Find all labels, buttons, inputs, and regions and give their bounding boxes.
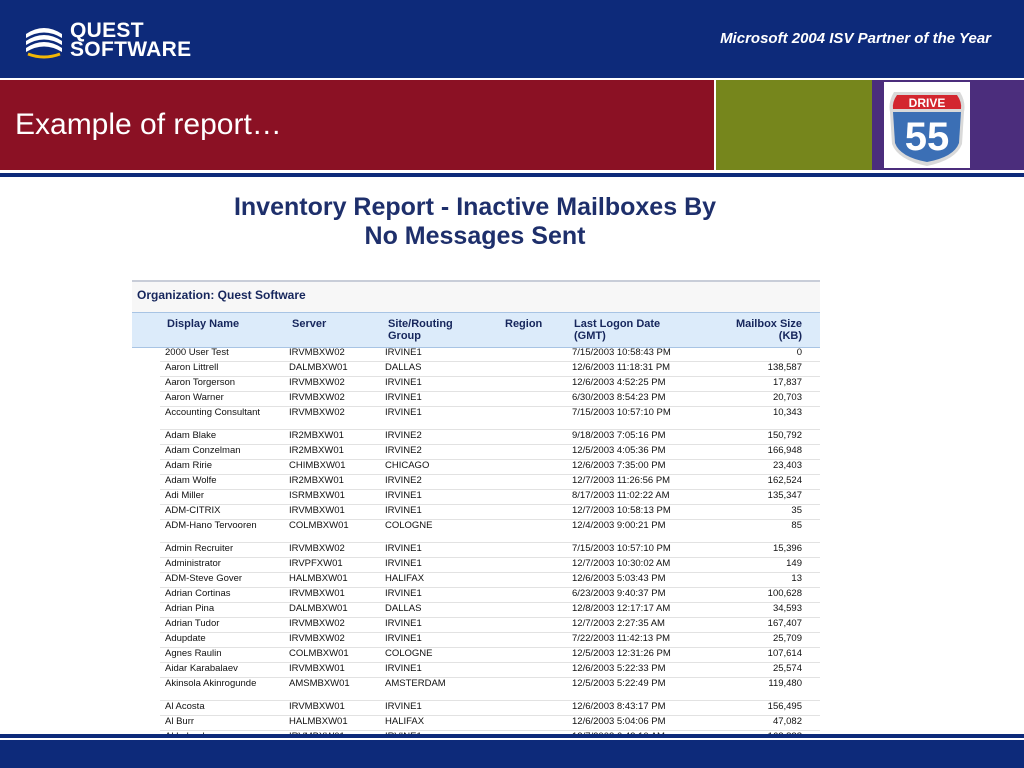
cell-last-logon: 12/6/2003 7:35:00 PM — [572, 460, 666, 471]
header-band — [0, 0, 1024, 78]
cell-site: HALIFAX — [385, 716, 425, 727]
cell-site: IRVINE1 — [385, 347, 422, 358]
cell-last-logon: 12/6/2003 4:52:25 PM — [572, 377, 666, 388]
cell-display-name: Adupdate — [165, 633, 206, 644]
cell-last-logon: 12/6/2003 5:03:43 PM — [572, 573, 666, 584]
col-display-name: Display Name — [167, 318, 240, 330]
cell-mailbox-size: 138,587 — [767, 362, 802, 373]
cell-mailbox-size: 167,407 — [767, 618, 802, 629]
table-row — [160, 407, 820, 430]
cell-server: IR2MBXW01 — [289, 475, 344, 486]
cell-display-name: Adam Ririe — [165, 460, 212, 471]
cell-server: IR2MBXW01 — [289, 430, 344, 441]
cell-last-logon: 12/7/2003 10:30:02 AM — [572, 558, 671, 569]
cell-mailbox-size: 100,628 — [767, 588, 802, 599]
cell-display-name: Adrian Cortinas — [165, 588, 231, 599]
table-row — [160, 505, 820, 520]
table-row — [160, 362, 820, 377]
cell-display-name: Al Acosta — [165, 701, 205, 712]
cell-server: IRVMBXW02 — [289, 392, 345, 403]
cell-mailbox-size: 119,480 — [768, 678, 802, 689]
cell-last-logon: 12/5/2003 5:22:49 PM — [572, 678, 666, 689]
cell-mailbox-size: 25,574 — [772, 663, 802, 674]
cell-mailbox-size: 149 — [786, 558, 802, 569]
table-row — [160, 701, 820, 716]
cell-mailbox-size: 35 — [791, 505, 802, 516]
cell-mailbox-size: 25,709 — [772, 633, 802, 644]
footer-divider — [0, 738, 1024, 740]
cell-display-name: Agnes Raulin — [165, 648, 222, 659]
cell-mailbox-size: 0 — [796, 347, 802, 358]
cell-site: IRVINE2 — [385, 430, 422, 441]
cell-display-name: Aidar Karabalaev — [165, 663, 238, 674]
cell-site: COLOGNE — [385, 648, 433, 659]
cell-server: IRVMBXW02 — [289, 377, 345, 388]
cell-server: COLMBXW01 — [289, 648, 349, 659]
slide-title: Example of report… — [15, 108, 282, 141]
organization-label: Organization: Quest Software — [137, 288, 306, 302]
cell-mailbox-size: 20,703 — [772, 392, 802, 403]
cell-display-name: Adam Blake — [165, 430, 217, 441]
cell-display-name: ADM-Hano Tervooren — [165, 520, 257, 531]
cell-last-logon: 12/6/2003 11:18:31 PM — [572, 362, 671, 373]
logo-line-quest: QUEST — [70, 19, 144, 42]
table-row — [160, 588, 820, 603]
table-row — [160, 603, 820, 618]
col-last-logon — [574, 318, 660, 342]
cell-server: IRVMBXW02 — [289, 347, 345, 358]
table-row — [160, 430, 820, 445]
cell-site: IRVINE1 — [385, 505, 422, 516]
cell-display-name: Administrator — [165, 558, 221, 569]
table-row — [160, 392, 820, 407]
cell-server: IRVMBXW02 — [289, 618, 345, 629]
cell-last-logon: 12/5/2003 4:05:36 PM — [572, 445, 666, 456]
cell-display-name: Aaron Littrell — [165, 362, 219, 373]
cell-last-logon: 12/5/2003 12:31:26 PM — [572, 648, 671, 659]
cell-last-logon: 12/6/2003 8:43:17 PM — [572, 701, 666, 712]
cell-mailbox-size: 15,396 — [772, 543, 802, 554]
cell-last-logon: 8/17/2003 11:02:22 AM — [572, 490, 670, 501]
cell-server: HALMBXW01 — [289, 716, 348, 727]
cell-server: IRVMBXW02 — [289, 543, 345, 554]
cell-site: IRVINE1 — [385, 543, 422, 554]
cell-site: DALLAS — [385, 603, 422, 614]
drive-55-badge — [884, 82, 970, 168]
cell-server: IRVMBXW01 — [289, 505, 345, 516]
badge-number-text: 55 — [904, 115, 950, 159]
col-size-line2: (KB) — [778, 330, 802, 342]
cell-last-logon: 9/18/2003 7:05:16 PM — [572, 430, 666, 441]
report-heading-line2: No Messages Sent — [364, 222, 586, 250]
cell-last-logon: 7/22/2003 11:42:13 PM — [572, 633, 671, 644]
table-row — [160, 543, 820, 558]
col-region: Region — [505, 318, 543, 330]
col-site — [388, 318, 453, 342]
cell-mailbox-size: 85 — [791, 520, 802, 531]
cell-display-name: Admin Recruiter — [165, 543, 234, 554]
cell-site: IRVINE1 — [385, 392, 422, 403]
cell-server: HALMBXW01 — [289, 573, 348, 584]
cell-site: COLOGNE — [385, 520, 433, 531]
cell-display-name: Accounting Consultant — [165, 407, 261, 418]
cell-display-name: Al Burr — [165, 716, 195, 727]
cell-display-name: Aaron Torgerson — [165, 377, 236, 388]
cell-mailbox-size: 23,403 — [772, 460, 802, 471]
organization-bar — [132, 280, 820, 314]
cell-site: IRVINE2 — [385, 445, 422, 456]
blue-rule — [0, 173, 1024, 177]
cell-last-logon: 12/7/2003 10:58:13 PM — [572, 505, 671, 516]
cell-mailbox-size: 17,837 — [772, 377, 802, 388]
cell-site: IRVINE1 — [385, 490, 422, 501]
col-logon-line2: (GMT) — [574, 330, 606, 342]
cell-last-logon: 7/15/2003 10:58:43 PM — [572, 347, 671, 358]
table-row — [160, 558, 820, 573]
cell-site: IRVINE2 — [385, 475, 422, 486]
table-row — [160, 678, 820, 701]
cell-server: IRVMBXW02 — [289, 633, 345, 644]
cell-last-logon: 12/4/2003 9:00:21 PM — [572, 520, 666, 531]
table-row — [160, 347, 820, 362]
cell-mailbox-size: 13 — [791, 573, 802, 584]
cell-site: IRVINE1 — [385, 377, 422, 388]
cell-server: IRVMBXW01 — [289, 663, 345, 674]
cell-display-name: Adrian Tudor — [165, 618, 220, 629]
report-heading-line1: Inventory Report - Inactive Mailboxes By — [233, 193, 717, 221]
cell-mailbox-size: 47,082 — [772, 716, 802, 727]
cell-last-logon: 12/6/2003 5:22:33 PM — [572, 663, 666, 674]
cell-display-name: Aaron Warner — [165, 392, 224, 403]
table-row — [160, 460, 820, 475]
cell-display-name: Adam Wolfe — [165, 475, 217, 486]
col-site-line1: Site/Routing — [388, 318, 453, 330]
table-row — [160, 377, 820, 392]
table-row — [160, 490, 820, 505]
table-row — [160, 618, 820, 633]
logo-line-software: SOFTWARE — [70, 38, 192, 61]
quest-logo-icon — [22, 20, 66, 60]
cell-mailbox-size: 10,343 — [772, 407, 802, 418]
table-row — [160, 475, 820, 490]
cell-mailbox-size: 107,614 — [767, 648, 802, 659]
cell-mailbox-size: 34,593 — [772, 603, 802, 614]
cell-display-name: Adi Miller — [165, 490, 205, 501]
col-site-line2: Group — [388, 330, 421, 342]
table-row — [160, 520, 820, 543]
cell-display-name: Adrian Pina — [165, 603, 215, 614]
table-header — [132, 312, 820, 348]
col-logon-line1: Last Logon Date — [574, 318, 661, 330]
cell-last-logon: 12/6/2003 5:04:06 PM — [572, 716, 666, 727]
cell-display-name: 2000 User Test — [165, 347, 229, 358]
cell-site: IRVINE1 — [385, 663, 422, 674]
quest-software-logo — [22, 20, 191, 60]
table-row — [160, 648, 820, 663]
cell-server: CHIMBXW01 — [289, 460, 346, 471]
partner-tagline: Microsoft 2004 ISV Partner of the Year — [720, 30, 991, 47]
table-row — [160, 573, 820, 588]
cell-server: IRVMBXW02 — [289, 407, 345, 418]
cell-site: HALIFAX — [385, 573, 425, 584]
olive-accent-block — [714, 80, 874, 170]
cell-mailbox-size: 156,495 — [767, 701, 802, 712]
table-row — [160, 663, 820, 678]
table-row — [160, 633, 820, 648]
table-rows — [160, 347, 820, 746]
table-row — [160, 716, 820, 731]
table-row — [160, 445, 820, 460]
cell-server: IRVPFXW01 — [289, 558, 343, 569]
cell-site: CHICAGO — [385, 460, 430, 471]
col-mailbox-size — [736, 318, 802, 342]
cell-last-logon: 6/23/2003 9:40:37 PM — [572, 588, 666, 599]
cell-last-logon: 12/8/2003 12:17:17 AM — [572, 603, 671, 614]
cell-last-logon: 7/15/2003 10:57:10 PM — [572, 543, 671, 554]
cell-site: IRVINE1 — [385, 618, 422, 629]
cell-display-name: Akinsola Akinrogunde — [165, 678, 257, 689]
report-heading — [130, 193, 820, 251]
cell-site: AMSTERDAM — [385, 678, 446, 689]
cell-mailbox-size: 150,792 — [767, 430, 802, 441]
cell-server: AMSMBXW01 — [289, 678, 350, 689]
col-server: Server — [292, 318, 327, 330]
cell-server: ISRMBXW01 — [289, 490, 345, 501]
cell-server: IRVMBXW01 — [289, 701, 345, 712]
cell-display-name: ADM-Steve Gover — [165, 573, 243, 584]
table-body — [132, 347, 822, 725]
cell-last-logon: 12/7/2003 2:27:35 AM — [572, 618, 665, 629]
cell-mailbox-size: 135,347 — [767, 490, 802, 501]
badge-top-text: DRIVE — [908, 96, 946, 110]
cell-mailbox-size: 166,948 — [767, 445, 802, 456]
cell-server: COLMBXW01 — [289, 520, 349, 531]
cell-last-logon: 7/15/2003 10:57:10 PM — [572, 407, 671, 418]
cell-display-name: ADM-CITRIX — [165, 505, 221, 516]
cell-server: DALMBXW01 — [289, 362, 348, 373]
cell-display-name: Adam Conzelman — [165, 445, 241, 456]
cell-site: IRVINE1 — [385, 407, 422, 418]
cell-site: IRVINE1 — [385, 701, 422, 712]
cell-site: IRVINE1 — [385, 588, 422, 599]
cell-mailbox-size: 162,524 — [767, 475, 802, 486]
cell-last-logon: 12/7/2003 11:26:56 PM — [572, 475, 671, 486]
cell-server: DALMBXW01 — [289, 603, 348, 614]
col-size-line1: Mailbox Size — [735, 318, 802, 330]
cell-last-logon: 6/30/2003 8:54:23 PM — [572, 392, 666, 403]
cell-server: IRVMBXW01 — [289, 588, 345, 599]
cell-server: IR2MBXW01 — [289, 445, 344, 456]
cell-site: IRVINE1 — [385, 558, 422, 569]
cell-site: IRVINE1 — [385, 633, 422, 644]
cell-site: DALLAS — [385, 362, 422, 373]
